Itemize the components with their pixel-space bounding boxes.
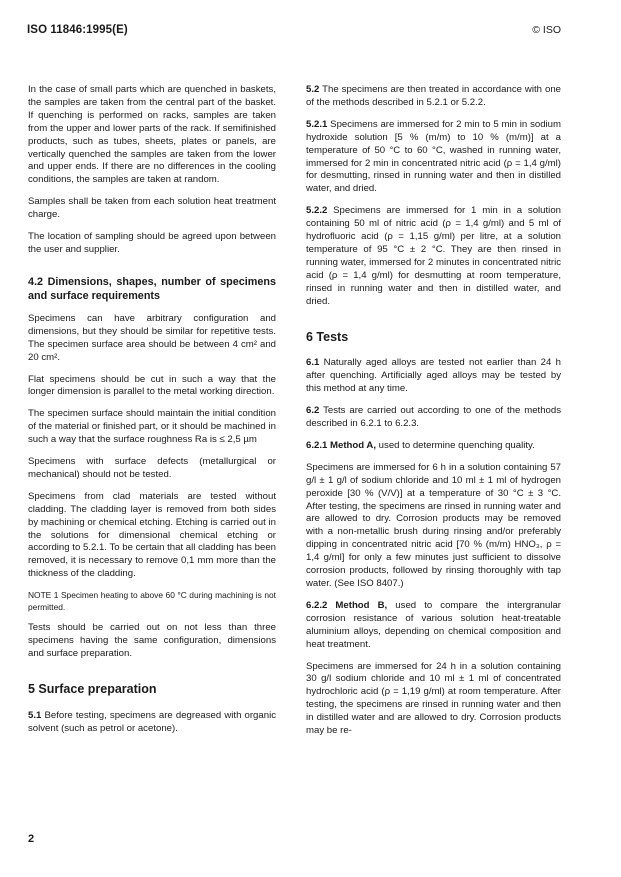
clause-number: 5.2.1: [306, 118, 328, 130]
clause-number: 5.2: [306, 84, 320, 95]
section-5-heading: 5 Surface preparation: [28, 681, 157, 696]
clause-text: The specimens are then treated in accordance with one of the methods described in 5.2.1 or 5.2.2.: [306, 84, 561, 108]
clause-text: Tests are carried out according to one of the methods described in 6.2.1 to 6.2.3.: [306, 405, 561, 430]
method-a-paragraph: Specimens are immersed for 6 h in a solution containing 57 g/l ± 1 g/l of sodium chloride and 10 ml ± 1 ml of hydrogen peroxide [30 % (V/V)] at a temperature of 30 °C ± 3 °C. After testing, the specimens are rinsed in running water and are allowed to dry. Corrosion products may be removed with a non-metallic brush during rinsing and/or preferably dipping in concentrated nitric acid [70 % (m/m) HNO₃, ρ = 1,4 g/ml] for only a few minutes just sufficient to dissolve corrosion products, followed by rinsing thoroughly with tap water. (See ISO 8407.): [306, 461, 561, 589]
clause-number: 6.2.2 Method B,: [306, 599, 388, 611]
section-6-2-2: [306, 600, 561, 652]
clause-number: 5.1: [28, 709, 42, 721]
clause-number: 6.2.1 Method A,: [306, 439, 377, 451]
clause-text: Specimens are immersed for 2 min to 5 min in sodium hydroxide solution [5 % (m/m) to 10 % (m/m)] at a temperature of 50 °C to 60 °C, washed in running water, immersed for 2 min in concentrated nitric acid (ρ = 1,4 g/ml) for desmutting, rinsed in running water and then in distilled water, and dried.: [306, 118, 561, 195]
sampling-location-paragraph: The location of sampling should be agreed upon between the user and supplier.: [28, 231, 276, 255]
clause-text: used to determine quenching quality.: [376, 439, 535, 451]
surface-condition-paragraph: The specimen surface should maintain the initial condition of the material or finished part, or it should be machined in such a way that the surface roughness Ra is ≤ 2,5 µm: [28, 408, 276, 446]
left-column: [28, 84, 276, 745]
clause-text: Specimens are immersed for 1 min in a solution containing 50 ml of nitric acid (ρ = 1,4 g/ml) and 5 ml of hydrofluoric acid (ρ = 1,15 g/ml) per litre, at a solution temperature of 95 °C ± 2 °C. They are then rinsed in running water, immersed for 2 minutes in concentrated nitric acid (ρ = 1,4 g/ml) for desmutting at room temperature, rinsed in running water and then in distilled water, and dried.: [306, 205, 561, 307]
section-6-1: [306, 357, 561, 396]
clause-number: 6.2: [306, 405, 320, 417]
clause-number: 6.1: [306, 357, 320, 369]
section-6-2-1: [306, 440, 561, 453]
page-number: 2: [28, 833, 35, 845]
surface-defects-paragraph: Specimens with surface defects (metallurgical or mechanical) should not be tested.: [28, 456, 276, 480]
clad-materials-paragraph: Specimens from clad materials are tested without cladding. The cladding layer is removed from both sides by machining or chemical etching. Etching is carried out in the solutions for dimensional chemical etching or according to 5.2.1. To be certain that all cladding has been removed, it is necessary to remove 0,1 mm more than the thickness of the cladding.: [28, 490, 276, 580]
sampling-paragraph: In the case of small parts which are quenched in baskets, the samples are taken from the central part of the basket. If quenching is performed on racks, samples are taken from the upper and lower parts of the rack. If semifinished products, such as tubes, sheets, plates or panels, are vertically quenched the samples are taken from the lower and upper ends. If there are no differences in the cooling conditions, the samples are taken at random.: [28, 84, 276, 186]
copyright: © ISO: [532, 24, 561, 36]
sampling-charge-paragraph: Samples shall be taken from each solution heat treatment charge.: [28, 196, 276, 221]
flat-specimen-paragraph: Flat specimens should be cut in such a way that the longer dimension is parallel to the metal working direction.: [28, 373, 276, 398]
clause-text: used to compare the intergranular corrosion resistance of various solution heat-treatable aluminium alloys, depending on chemical composition and heat treatment.: [306, 599, 561, 650]
clause-text: Naturally aged alloys are tested not earlier than 24 h after quenching. Artificially aged alloys may be tested by this method at any time.: [306, 357, 561, 395]
section-6-2: [306, 405, 561, 431]
method-b-paragraph: Specimens are immersed for 24 h in a solution containing 30 g/l sodium chloride and 10 ml ± 1 ml of concentrated hydrochloric acid (ρ = 1,19 g/ml) at room temperature. After testing, the specimens are rinsed in running water and then in distilled water and are allowed to dry. Corrosion products may be re-: [306, 660, 561, 737]
specimen-count-paragraph: Tests should be carried out on not less than three specimens having the same configuration, dimensions and surface preparation.: [28, 622, 276, 659]
section-5-2: [306, 84, 561, 110]
section-4-2-heading: 4.2 Dimensions, shapes, number of specimens and surface requirements: [28, 275, 276, 302]
note-1: NOTE 1 Specimen heating to above 60 °C during machining is not permitted.: [28, 590, 276, 612]
right-column: [306, 84, 561, 747]
section-5-1: [28, 710, 276, 736]
section-5-2-1: [306, 119, 561, 196]
section-5-2-2: [306, 205, 561, 308]
specimen-config-paragraph: Specimens can have arbitrary configuration and dimensions, but they should be similar for repetitive tests. The specimen surface area should be between 4 cm² and 20 cm².: [28, 312, 276, 363]
standard-number: ISO 11846:1995(E): [27, 24, 128, 36]
clause-text: Before testing, specimens are degreased with organic solvent (such as petrol or acetone).: [28, 709, 276, 734]
section-6-heading: 6 Tests: [306, 329, 349, 344]
clause-number: 5.2.2: [306, 205, 328, 217]
